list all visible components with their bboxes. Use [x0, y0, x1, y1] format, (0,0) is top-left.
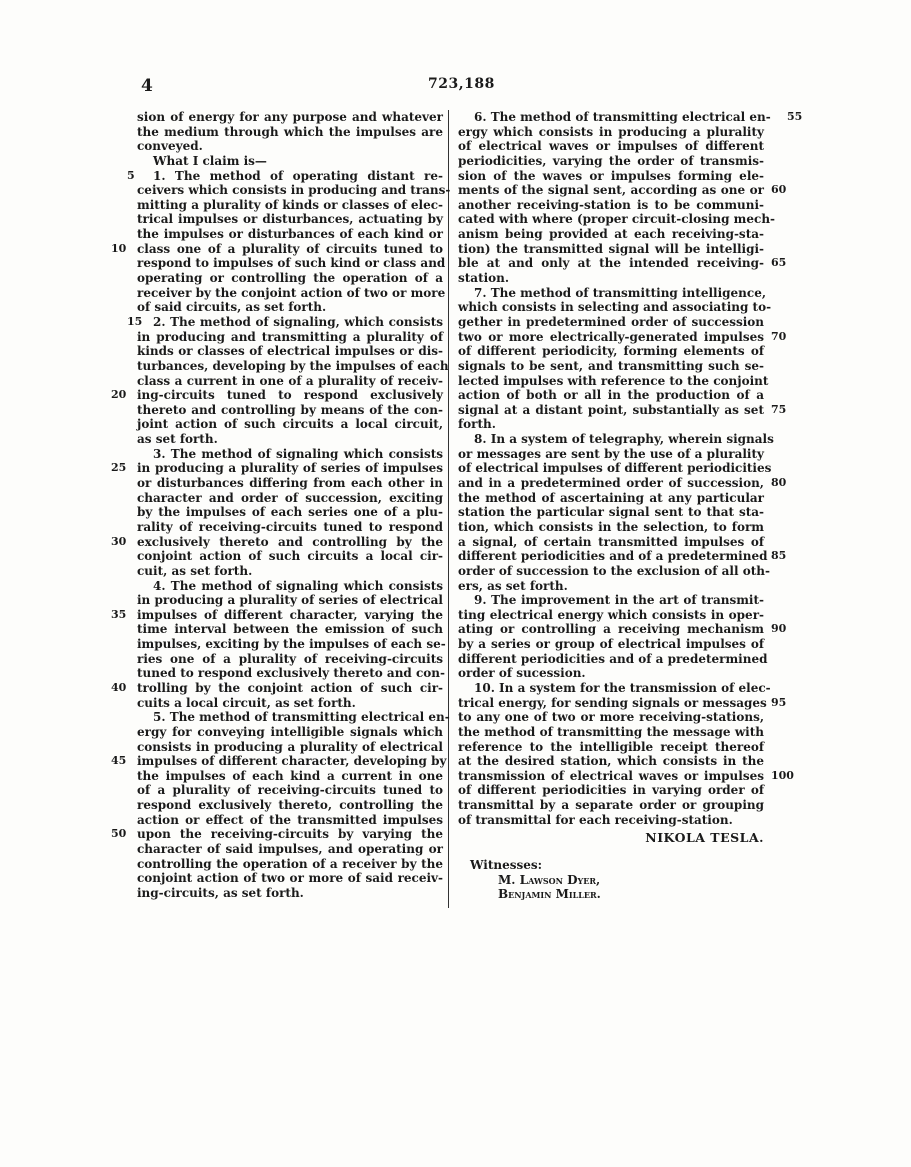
- line-number: 85: [771, 549, 787, 563]
- left-column: [111, 110, 451, 901]
- text-line: [458, 271, 764, 286]
- text-line: [111, 388, 443, 403]
- text-line: [137, 710, 450, 725]
- text-line: [137, 857, 443, 872]
- line-text: kinds or classes of electrical impulses or dis-: [137, 344, 443, 359]
- text-line: [137, 447, 443, 462]
- line-text: ceivers which consists in producing and trans-: [137, 183, 451, 198]
- line-text: trolling by the conjoint action of such cir-: [137, 680, 443, 695]
- line-text: action of both or all in the production of a: [458, 388, 764, 403]
- text-line: [137, 666, 443, 681]
- text-line: [458, 417, 764, 432]
- line-text: cuit, as set forth.: [137, 563, 253, 578]
- text-line: [458, 198, 764, 213]
- text-line: [458, 680, 771, 696]
- text-line: [458, 637, 764, 652]
- right-column: [458, 110, 803, 902]
- line-text: different periodicities and of a predetermined: [458, 549, 768, 564]
- text-line: [137, 549, 443, 564]
- line-text: station the particular signal sent to that sta-: [458, 505, 764, 520]
- text-line: [137, 139, 443, 154]
- text-line: [137, 725, 443, 740]
- text-line: [137, 285, 446, 301]
- text-line: [458, 242, 764, 257]
- line-number: 25: [111, 461, 127, 475]
- text-line: [137, 271, 443, 286]
- text-line: [137, 256, 446, 271]
- line-text: tuned to respond exclusively thereto and con-: [137, 666, 445, 681]
- text-line: [458, 212, 776, 227]
- text-line: [127, 314, 443, 330]
- text-line: [458, 535, 764, 550]
- patent-number: 723,188: [428, 76, 495, 92]
- line-text: of different periodicity, forming elements of: [458, 344, 764, 359]
- text-line: [458, 432, 774, 447]
- text-line: [137, 769, 443, 784]
- line-text: 2. The method of signaling, which consists: [153, 314, 443, 329]
- line-text: exclusively thereto and controlling by the: [137, 534, 443, 549]
- line-number: 95: [771, 695, 787, 709]
- line-text: impulses, exciting by the impulses of each se-: [137, 637, 446, 652]
- text-line: [111, 680, 443, 696]
- line-text: order of sucession.: [458, 666, 586, 681]
- line-text: different periodicities and of a predetermined: [458, 651, 768, 666]
- text-line: [458, 139, 764, 154]
- line-text: of said circuits, as set forth.: [137, 300, 327, 315]
- text-line: [137, 344, 443, 359]
- line-text: by a series or group of electrical impulses of: [458, 637, 764, 652]
- text-line: [458, 520, 764, 535]
- text-line: [137, 505, 443, 520]
- line-text: transmittal by a separate order or grouping: [458, 798, 764, 813]
- text-line: [137, 696, 443, 711]
- line-text: ments of the signal sent, according as one or: [458, 183, 764, 198]
- line-text: thereto and controlling by means of the con-: [137, 402, 443, 417]
- text-line: [137, 637, 446, 652]
- text-line: [137, 783, 443, 798]
- line-text: as set forth.: [137, 432, 218, 447]
- text-line: [458, 549, 787, 564]
- line-text: ergy for conveying intelligible signals which: [137, 724, 443, 739]
- line-text: by the impulses of each series one of a plu-: [137, 505, 443, 520]
- text-line: [137, 564, 443, 579]
- text-line: [458, 651, 768, 667]
- text-line: [137, 476, 443, 491]
- text-line: [458, 344, 764, 359]
- page-number: 4: [141, 76, 153, 96]
- line-text: 9. The improvement in the art of transmit-: [474, 593, 764, 608]
- text-line: [111, 534, 443, 550]
- line-text: impulses of different character, varying the: [137, 607, 443, 622]
- text-line: [458, 740, 764, 755]
- text-line: [137, 798, 443, 813]
- line-number: 30: [111, 534, 127, 548]
- line-text: anism being provided at each receiving-sta-: [458, 227, 764, 242]
- line-text: the medium through which the impulses are: [137, 124, 443, 139]
- line-text: ergy which consists in producing a plurality: [458, 124, 764, 139]
- witnesses-label-text: Witnesses:: [470, 858, 543, 873]
- line-text: character of said impulses, and operating or: [137, 842, 443, 857]
- line-text: rality of receiving-circuits tuned to respond: [137, 519, 443, 534]
- text-line: [458, 461, 772, 476]
- line-number: 55: [787, 110, 803, 123]
- text-line: [137, 652, 443, 667]
- text-line: [111, 461, 443, 476]
- line-text: ating or controlling a receiving mechanism: [458, 622, 764, 637]
- text-line: [111, 607, 443, 623]
- text-line: [458, 725, 764, 740]
- line-text: a signal, of certain transmitted impulses of: [458, 534, 764, 549]
- line-text: at the desired station, which consists in the: [458, 754, 764, 769]
- text-line: [458, 447, 764, 462]
- text-line: [137, 374, 443, 389]
- line-text: cuits a local circuit, as set forth.: [137, 695, 356, 710]
- text-line: [458, 300, 772, 315]
- text-line: [137, 183, 451, 198]
- line-text: joint action of such circuits a local circuit,: [137, 417, 443, 432]
- line-text: respond exclusively thereto, controlling the: [137, 798, 443, 813]
- line-number: 20: [111, 388, 127, 402]
- line-number: 10: [111, 241, 127, 255]
- line-text: time interval between the emission of such: [137, 622, 443, 637]
- text-line: [458, 476, 787, 491]
- line-text: in producing and transmitting a plurality of: [137, 329, 443, 344]
- claims-heading: [137, 154, 443, 169]
- line-text: 3. The method of signaling which consists: [153, 446, 443, 461]
- text-line: [458, 666, 764, 681]
- text-line: [137, 432, 443, 447]
- line-text: ing-circuits, as set forth.: [137, 885, 304, 900]
- line-text: 4. The method of signaling which consists: [153, 578, 443, 593]
- text-line: [137, 622, 443, 637]
- line-text: class one of a plurality of circuits tuned to: [137, 241, 443, 256]
- line-text: to any one of two or more receiving-stations,: [458, 710, 764, 725]
- text-line: [137, 358, 449, 374]
- text-line: [458, 491, 764, 506]
- text-line: [458, 579, 764, 594]
- line-number: 90: [771, 622, 787, 636]
- line-text: of electrical impulses of different periodicities: [458, 461, 772, 476]
- text-line: [137, 579, 443, 594]
- text-line: [458, 754, 764, 769]
- text-line: [137, 593, 443, 608]
- line-text: respond to impulses of such kind or class and: [137, 256, 446, 271]
- line-text: in producing a plurality of series of impulses: [137, 461, 443, 476]
- line-text: the method of ascertaining at any particular: [458, 490, 764, 505]
- line-number: 45: [111, 754, 127, 768]
- witness-name-text: M. Lawson Dyer,: [498, 872, 601, 887]
- line-text: class a current in one of a plurality of receiv-: [137, 373, 443, 388]
- line-text: and in a predetermined order of succession,: [458, 476, 764, 491]
- line-text: 7. The method of transmitting intelligence,: [474, 285, 767, 300]
- line-number: 35: [111, 607, 127, 621]
- line-text: controlling the operation of a receiver by the: [137, 856, 443, 871]
- text-line: [137, 417, 443, 432]
- text-line: [458, 402, 787, 418]
- line-text: signals to be sent, and transmitting such se-: [458, 358, 764, 373]
- text-line: [458, 359, 764, 374]
- text-line: [137, 125, 443, 140]
- line-number: 50: [111, 827, 127, 841]
- text-line: [458, 798, 764, 813]
- text-line: [137, 491, 443, 506]
- text-line: [137, 227, 443, 242]
- line-text: operating or controlling the operation of a: [137, 271, 443, 286]
- line-text: impulses of different character, developing by: [137, 754, 447, 769]
- column-divider: [448, 110, 449, 908]
- line-text: or messages are sent by the use of a plurality: [458, 446, 764, 461]
- line-text: another receiving-station is to be communi-: [458, 197, 764, 212]
- line-text: lected impulses with reference to the conjoint: [458, 373, 769, 388]
- line-number: 65: [771, 256, 787, 270]
- text-line: [458, 388, 764, 403]
- text-line: [137, 813, 443, 828]
- text-line: [458, 622, 787, 637]
- text-line: [458, 768, 794, 784]
- line-text: ers, as set forth.: [458, 578, 568, 593]
- text-line: [458, 593, 764, 608]
- text-line: [458, 315, 764, 330]
- line-text: gether in predetermined order of succession: [458, 314, 764, 329]
- witnesses-label: [458, 858, 764, 873]
- text-line: [111, 754, 447, 769]
- text-line: [137, 842, 443, 857]
- line-text: of a plurality of receiving-circuits tuned to: [137, 783, 443, 798]
- line-text: 6. The method of transmitting electrical en-: [474, 110, 771, 124]
- text-line: [137, 403, 443, 418]
- line-number: 75: [771, 402, 787, 416]
- text-line: [137, 520, 443, 535]
- line-number: 40: [111, 680, 127, 694]
- text-line: [458, 329, 787, 345]
- line-text: ting electrical energy which consists in oper-: [458, 607, 764, 622]
- line-text: ries one of a plurality of receiving-circuits: [137, 651, 443, 666]
- line-text: the method of transmitting the message with: [458, 724, 764, 739]
- text-line: [458, 256, 787, 271]
- line-text: upon the receiving-circuits by varying the: [137, 827, 443, 842]
- line-text: mitting a plurality of kinds or classes of elec-: [137, 197, 443, 212]
- line-text: signal at a distant point, substantially as set: [458, 402, 764, 417]
- text-line: [458, 169, 764, 184]
- text-line: [458, 608, 764, 623]
- line-text: the impulses of each kind a current in one: [137, 768, 443, 783]
- line-text: sion of energy for any purpose and whatever: [137, 110, 443, 124]
- text-line: [137, 300, 443, 315]
- line-text: character and order of succession, exciting: [137, 490, 443, 505]
- line-text: ble at and only at the intended receiving-: [458, 256, 764, 271]
- text-line: [458, 563, 770, 579]
- line-text: forth.: [458, 417, 496, 432]
- witness-name-text: Benjamin Miller.: [498, 887, 601, 902]
- line-number: 5: [127, 168, 135, 182]
- line-text: two or more electrically-generated impulses: [458, 329, 764, 344]
- line-text: trical impulses or disturbances, actuating by: [137, 212, 443, 227]
- line-text: 1. The method of operating distant re-: [153, 168, 443, 183]
- line-number: 80: [771, 476, 787, 490]
- line-text: of different periodicities in varying order of: [458, 783, 764, 798]
- line-text: station.: [458, 271, 510, 286]
- line-text: receiver by the conjoint action of two or more: [137, 285, 446, 300]
- line-text: consists in producing a plurality of electrical: [137, 739, 443, 754]
- line-text: tion) the transmitted signal will be intelligi-: [458, 241, 764, 256]
- text-line: [458, 783, 764, 798]
- text-line: [137, 212, 443, 227]
- line-text: turbances, developing by the impulses of each: [137, 358, 449, 373]
- text-line: [137, 198, 443, 213]
- text-line: [458, 505, 764, 520]
- text-line: [137, 740, 443, 755]
- line-text: order of succession to the exclusion of all oth-: [458, 563, 770, 578]
- text-line: [458, 227, 764, 242]
- witness-name: [458, 887, 764, 902]
- line-text: in producing a plurality of series of electrical: [137, 593, 443, 608]
- line-text: periodicities, varying the order of transmis-: [458, 153, 764, 168]
- line-text: tion, which consists in the selection, to form: [458, 519, 764, 534]
- text-line: [458, 110, 803, 125]
- text-line: [458, 373, 769, 389]
- line-text: of transmittal for each receiving-station.: [458, 812, 733, 827]
- line-text: reference to the intelligible receipt thereof: [458, 739, 764, 754]
- line-text: the impulses or disturbances of each kind or: [137, 227, 443, 242]
- line-text: What I claim is—: [153, 153, 267, 168]
- witness-name: [458, 873, 764, 888]
- inventor-signature-text: NIKOLA TESLA.: [645, 830, 764, 846]
- line-number: 100: [771, 768, 794, 782]
- line-text: transmission of electrical waves or impulses: [458, 768, 764, 783]
- line-text: conjoint action of two or more of said receiv-: [137, 871, 443, 886]
- text-line: [458, 183, 787, 198]
- text-line: [127, 168, 443, 184]
- line-text: of electrical waves or impulses of different: [458, 139, 764, 154]
- line-number: 70: [771, 329, 787, 343]
- line-text: cated with where (proper circuit-closing mech-: [458, 212, 776, 227]
- line-text: sion of the waves or impulses forming ele-: [458, 168, 764, 183]
- line-text: action or effect of the transmitted impulses: [137, 812, 443, 827]
- text-line: [137, 886, 443, 901]
- line-text: conveyed.: [137, 139, 203, 154]
- inventor-signature: [458, 831, 764, 846]
- line-text: which consists in selecting and associating to-: [458, 300, 772, 315]
- text-line: [137, 110, 443, 125]
- text-line: [137, 871, 443, 886]
- line-text: 5. The method of transmitting electrical en-: [153, 710, 450, 725]
- text-line: [137, 330, 443, 345]
- line-number: 15: [127, 314, 143, 328]
- line-number: 60: [771, 183, 787, 197]
- text-line: [458, 813, 764, 828]
- line-text: or disturbances differing from each other in: [137, 476, 443, 491]
- line-text: conjoint action of such circuits a local cir-: [137, 549, 443, 564]
- text-line: [458, 285, 767, 301]
- text-line: [111, 827, 443, 842]
- text-line: [458, 710, 764, 725]
- text-line: [458, 154, 764, 169]
- line-text: ing-circuits tuned to respond exclusively: [137, 388, 443, 403]
- line-text: trical energy, for sending signals or messages: [458, 695, 767, 710]
- line-text: 10. In a system for the transmission of elec-: [474, 680, 771, 695]
- line-text: 8. In a system of telegraphy, wherein signals: [474, 432, 774, 447]
- text-line: [458, 125, 764, 140]
- text-line: [111, 241, 443, 257]
- text-line: [458, 695, 787, 711]
